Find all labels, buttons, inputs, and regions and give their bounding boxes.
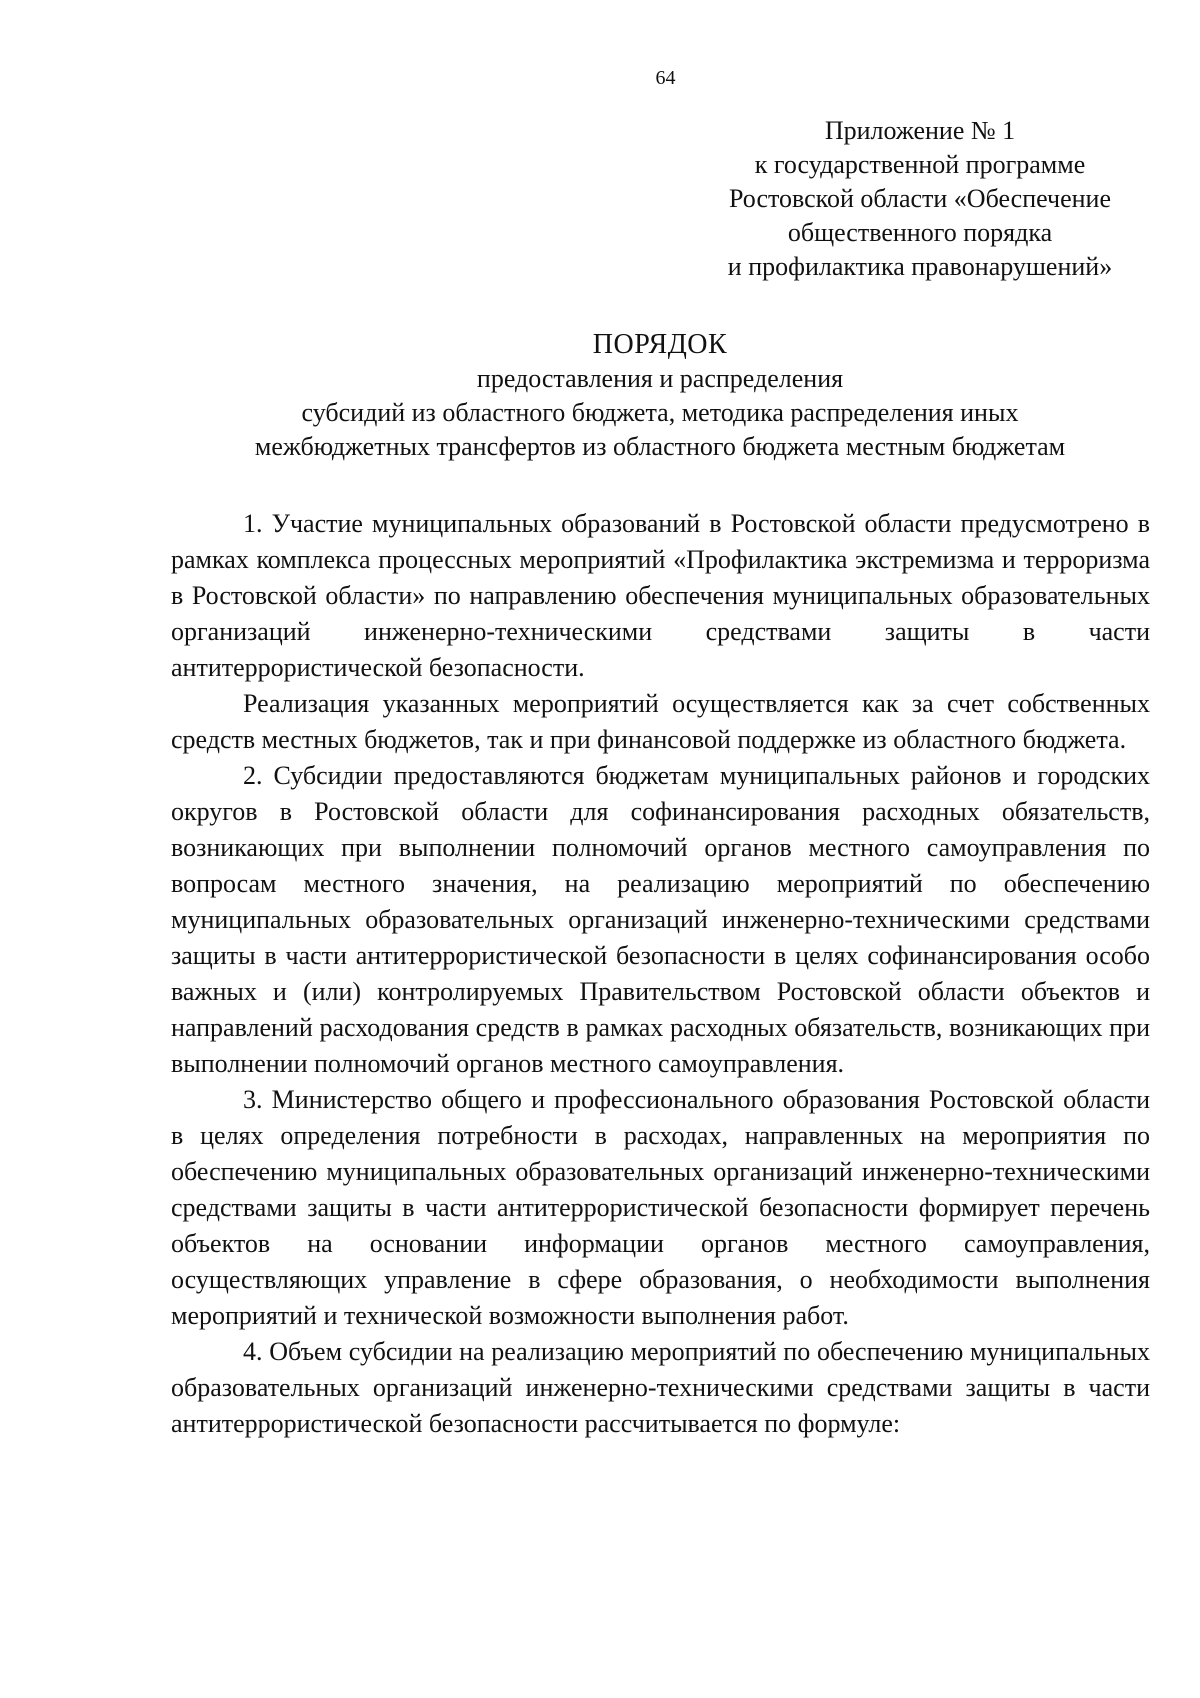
document-title-block bbox=[170, 328, 1150, 464]
appendix-line: Приложение № 1 bbox=[824, 116, 1016, 145]
appendix-line: к государственной программе bbox=[754, 150, 1086, 179]
paragraph: 3. Министерство общего и профессионального образования Ростовской области в целях определения потребности в расходах, направленных на мероприятия по обеспечению муниципальных образовательных организаций инженерно-техническими средствами защиты в части антитеррористической безопасности формирует перечень объектов на основании информации органов местного самоуправления, осуществляющих управление в сфере образования, о необходимости выполнения мероприятий и технической возможности выполнения работ. bbox=[171, 1085, 1150, 1330]
document-title: ПОРЯДОК bbox=[592, 329, 728, 360]
body-text bbox=[171, 506, 1150, 1442]
appendix-line: и профилактика правонарушений» bbox=[727, 252, 1113, 281]
document-subtitle-line: межбюджетных трансфертов из областного бюджета местным бюджетам bbox=[254, 432, 1066, 461]
appendix-heading bbox=[720, 114, 1120, 284]
document-subtitle-line: субсидий из областного бюджета, методика распределения иных bbox=[301, 398, 1019, 427]
paragraph: Реализация указанных мероприятий осуществляется как за счет собственных средств местных бюджетов, так и при финансовой поддержке из областного бюджета. bbox=[171, 689, 1150, 754]
appendix-line: общественного порядка bbox=[787, 218, 1053, 247]
appendix-line: Ростовской области «Обеспечение bbox=[728, 184, 1111, 213]
document-subtitle-line: предоставления и распределения bbox=[476, 364, 844, 393]
paragraph: 4. Объем субсидии на реализацию мероприятий по обеспечению муниципальных образовательных организаций инженерно-техническими средствами защиты в части антитеррористической безопасности рассчитывается по формуле: bbox=[171, 1337, 1150, 1438]
paragraph: 1. Участие муниципальных образований в Ростовской области предусмотрено в рамках комплекса процессных мероприятий «Профилактика экстремизма и терроризма в Ростовской области» по направлению обеспечения муниципальных образовательных организаций инженерно-техническими средствами защиты в части антитеррористической безопасности. bbox=[171, 509, 1150, 682]
page-number: 64 bbox=[655, 67, 676, 89]
paragraph: 2. Субсидии предоставляются бюджетам муниципальных районов и городских округов в Ростовской области для софинансирования расходных обязательств, возникающих при выполнении полномочий органов местного самоуправления по вопросам местного значения, на реализацию мероприятий по обеспечению муниципальных образовательных организаций инженерно-техническими средствами защиты в части антитеррористической безопасности в целях софинансирования особо важных и (или) контролируемых Правительством Ростовской области объектов и направлений расходования средств в рамках расходных обязательств, возникающих при выполнении полномочий органов местного самоуправления. bbox=[171, 761, 1150, 1078]
